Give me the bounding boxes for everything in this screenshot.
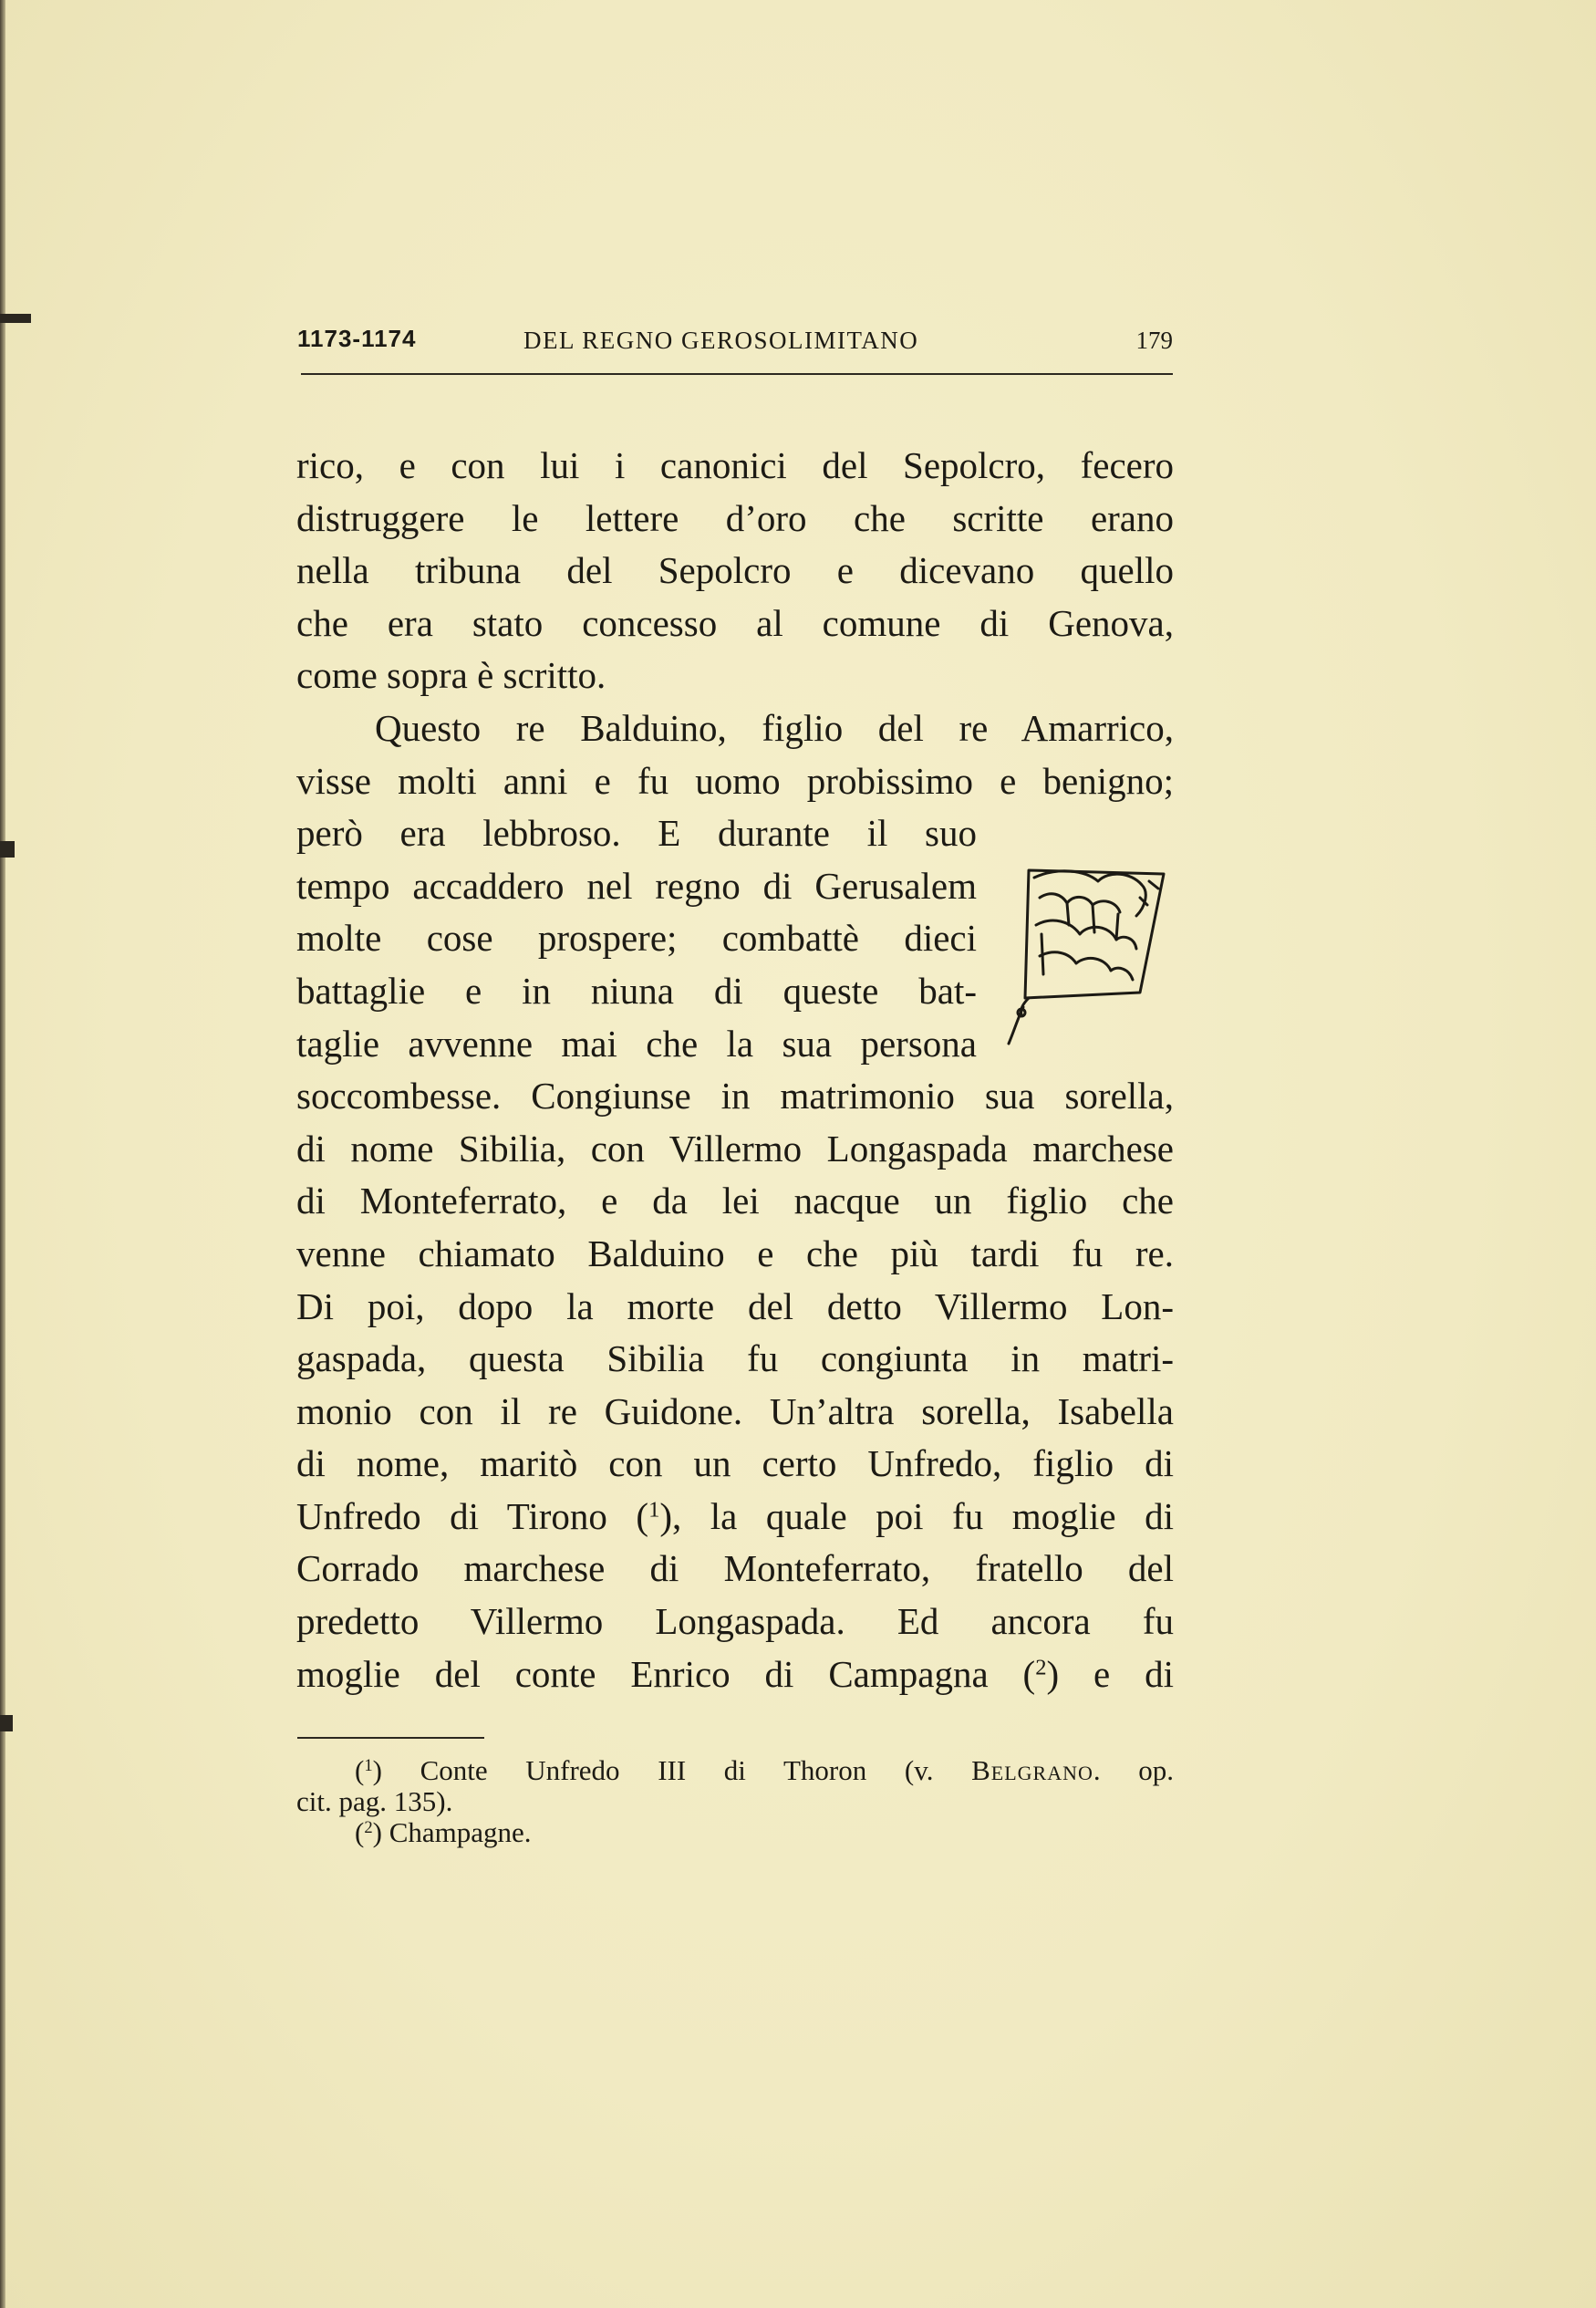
note-mark: 1 [364, 1755, 373, 1775]
text-segment: ) Champagne. [372, 1816, 532, 1848]
text-line: Di poi, dopo la morte del detto Villermo Lon- [296, 1284, 1174, 1327]
running-header [297, 325, 1173, 361]
text-line: tempo accaddero nel regno di Gerusalem [296, 864, 977, 907]
note-mark: 2 [364, 1817, 373, 1837]
body-text [296, 440, 1174, 1700]
marginal-drawing-icon [1003, 861, 1175, 1053]
footnotes [296, 1755, 1174, 1848]
header-rule [301, 373, 1173, 375]
text-line-with-note [296, 1491, 1174, 1544]
binding-mark [0, 1715, 13, 1731]
text-segment: ) e di [1046, 1652, 1174, 1695]
header-years: 1173-1174 [297, 325, 417, 352]
text-line: gaspada, questa Sibilia fu congiunta in matri- [296, 1337, 1174, 1380]
text-line: molte cose prospere; combattè dieci [296, 917, 977, 960]
page-number: 179 [1135, 327, 1173, 354]
text-segment: moglie del conte Enrico di Campagna ( [296, 1652, 1036, 1695]
binding-mark [0, 314, 31, 323]
footnote-1-continuation: cit. pag. 135). [296, 1785, 453, 1817]
text-line: come sopra è scritto. [296, 654, 606, 697]
text-segment: . op. [1093, 1754, 1174, 1786]
text-line: nella tribuna del Sepolcro e dicevano quello [296, 549, 1174, 592]
header-title: DEL REGNO GEROSOLIMITANO [523, 327, 919, 354]
text-line: distruggere le lettere d’oro che scritte erano [296, 496, 1174, 539]
text-segment: ), la quale poi fu moglie di [659, 1494, 1174, 1537]
footnote-rule [297, 1737, 484, 1739]
page-left-edge [0, 0, 5, 2308]
footnote-1 [296, 1755, 1174, 1786]
text-line: Questo re Balduino, figlio del re Amarrico, [375, 706, 1174, 749]
text-line: predetto Villermo Longaspada. Ed ancora fu [296, 1600, 1174, 1643]
text-line: di nome Sibilia, con Villermo Longaspada marchese [296, 1127, 1174, 1170]
text-line: di nome, maritò con un certo Unfredo, figlio di [296, 1442, 1174, 1485]
author-name: Belgrano [971, 1754, 1093, 1786]
text-line: però era lebbroso. E durante il suo [296, 812, 977, 855]
text-segment: ( [355, 1754, 365, 1786]
text-line: monio con il re Guidone. Un’altra sorella, Isabella [296, 1389, 1174, 1432]
text-segment: ( [355, 1816, 365, 1848]
text-line-with-note [296, 1648, 1174, 1701]
text-segment: ) Conte Unfredo III di Thoron (v. [372, 1754, 972, 1786]
text-segment: Unfredo di Tirono ( [296, 1494, 649, 1537]
footnote-2 [296, 1817, 1174, 1848]
note-mark: 2 [1035, 1655, 1047, 1680]
note-mark: 1 [648, 1497, 660, 1523]
text-line: taglie avvenne mai che la sua persona [296, 1022, 977, 1065]
binding-mark [0, 841, 15, 858]
text-line: visse molti anni e fu uomo probissimo e benigno; [296, 759, 1174, 802]
text-line: rico, e con lui i canonici del Sepolcro, fecero [296, 444, 1174, 486]
text-line: soccombesse. Congiunse in matrimonio sua sorella, [296, 1075, 1174, 1118]
text-line: di Monteferrato, e da lei nacque un figlio che [296, 1180, 1174, 1222]
text-line: Corrado marchese di Monteferrato, fratello del [296, 1547, 1174, 1590]
text-line: che era stato concesso al comune di Genova, [296, 601, 1174, 644]
text-line: battaglie e in niuna di queste bat- [296, 969, 977, 1012]
text-line: venne chiamato Balduino e che più tardi fu re. [296, 1232, 1174, 1274]
